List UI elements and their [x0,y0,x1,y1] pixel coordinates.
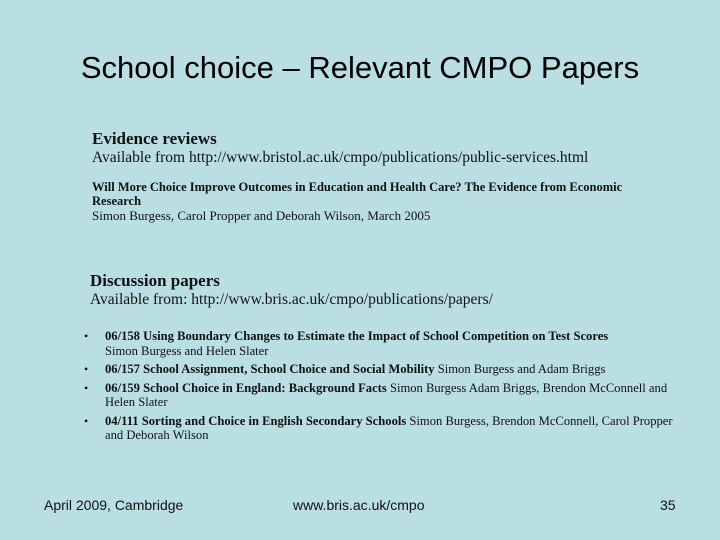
evidence-paper-title-2: Research [92,194,142,208]
evidence-paper-authors: Simon Burgess, Carol Propper and Deborah Wilson, March 2005 [92,208,431,223]
paper-authors: Simon Burgess, Brendon McConnell, Carol Propper and Deborah Wilson [105,413,673,442]
evidence-reviews-section [92,130,692,223]
list-item [84,329,674,358]
paper-title: 04/111 Sorting and Choice in English Secondary Schools [105,413,407,428]
bullet-icon: • [84,413,89,428]
evidence-reviews-link: Available from http://www.bristol.ac.uk/cmpo/publications/public-services.html [92,149,589,166]
paper-title: 06/157 School Assignment, School Choice and Social Mobility [105,362,435,376]
paper-title: 06/158 Using Boundary Changes to Estimate the Impact of School Competition on Test Scores [105,329,609,343]
discussion-papers-heading: Discussion papers [90,271,220,290]
bullet-icon: • [84,380,89,395]
discussion-papers-list [84,329,674,447]
discussion-papers-link: Available from: http://www.bris.ac.uk/cmpo/publications/papers/ [90,291,493,308]
bullet-icon: • [84,362,89,376]
footer-date-location: April 2009, Cambridge [44,497,184,513]
evidence-reviews-heading: Evidence reviews [92,129,217,148]
footer-website: www.bris.ac.uk/cmpo [293,497,425,513]
footer-page-number: 35 [660,497,676,513]
list-item [84,381,674,410]
list-item [84,362,674,377]
discussion-papers-section [90,272,690,308]
paper-authors: Simon Burgess Adam Briggs, Brendon McConnell and Helen Slater [105,380,668,409]
evidence-paper-title-1: Will More Choice Improve Outcomes in Education and Health Care? The Evidence from Economic [92,180,623,194]
paper-authors: Simon Burgess and Adam Briggs [437,362,606,376]
bullet-icon: • [84,329,89,343]
paper-title: 06/159 School Choice in England: Background Facts [105,380,387,395]
list-item [84,414,674,443]
paper-authors: Simon Burgess and Helen Slater [105,343,269,358]
slide-title: School choice – Relevant CMPO Papers [80,50,640,85]
